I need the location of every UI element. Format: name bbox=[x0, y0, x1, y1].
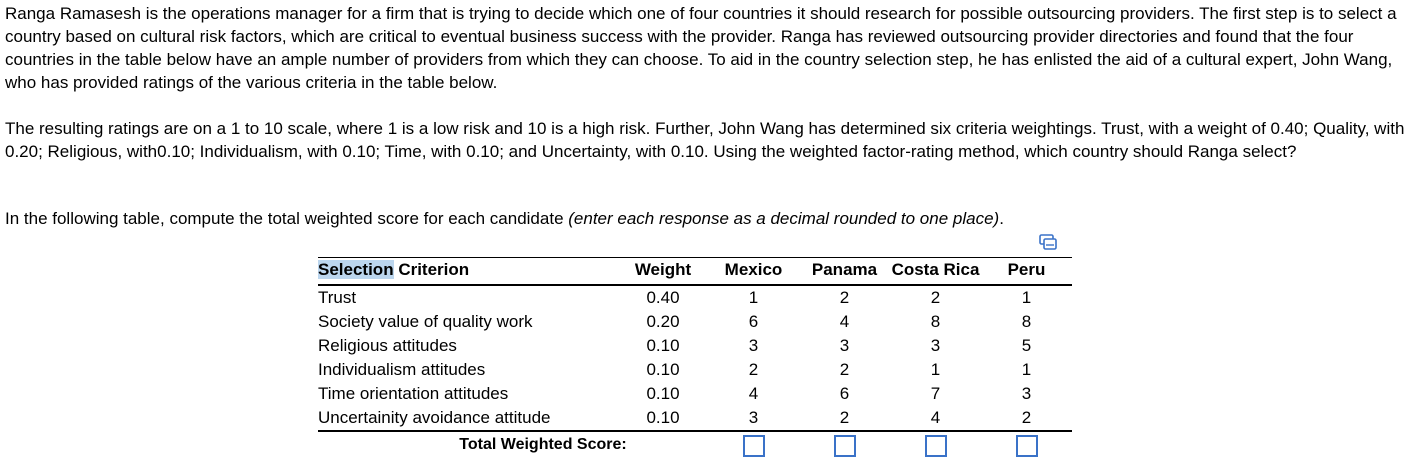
copy-table-icon[interactable] bbox=[1039, 234, 1057, 250]
rating-mexico: 6 bbox=[748, 312, 759, 331]
rating-panama: 2 bbox=[839, 288, 850, 307]
rating-mexico: 3 bbox=[708, 406, 799, 431]
rating-mexico: 1 bbox=[748, 288, 759, 307]
header-country-costa-rica: Costa Rica bbox=[890, 258, 981, 286]
instruction-italic-note: (enter each response as a decimal rounded to one place) bbox=[568, 209, 1000, 228]
criterion-label: Society value of quality work bbox=[318, 312, 533, 331]
total-input-mexico[interactable] bbox=[743, 435, 765, 457]
criterion-label: Religious attitudes bbox=[318, 336, 457, 355]
rating-peru: 8 bbox=[1021, 312, 1032, 331]
ratings-table bbox=[318, 257, 1072, 464]
rating-panama: 2 bbox=[839, 360, 850, 379]
ratings-paragraph: The resulting ratings are on a 1 to 10 scale, where 1 is a low risk and 10 is a high risk. Further, John Wang has determined six criteria weightings. Trust, with a weight of 0.40; Quality, with 0.20; Religious, with0.10; Individualism, with 0.10; Time, with 0.10; and Uncertainty, with 0.10. Using the weighted factor-rating method, which country should Ranga select? bbox=[5, 119, 1405, 161]
instruction-period: . bbox=[999, 209, 1004, 228]
rating-costa-rica: 3 bbox=[930, 336, 941, 355]
header-country-panama: Panama bbox=[799, 258, 890, 286]
total-cell-costa-rica bbox=[890, 431, 981, 464]
total-weighted-score-label: Total Weighted Score: bbox=[459, 436, 627, 453]
header-country-mexico: Mexico bbox=[708, 258, 799, 286]
total-input-costa-rica[interactable] bbox=[925, 435, 947, 457]
table-header-row bbox=[318, 258, 1072, 286]
criterion-label: Uncertainity avoidance attitude bbox=[318, 406, 618, 431]
total-row bbox=[318, 431, 1072, 464]
rating-peru: 1 bbox=[1021, 360, 1032, 379]
table-row bbox=[318, 334, 1072, 358]
criterion-weight: 0.40 bbox=[646, 288, 680, 307]
rating-costa-rica: 4 bbox=[890, 406, 981, 431]
criterion-weight: 0.20 bbox=[646, 312, 680, 331]
total-label-cell bbox=[318, 431, 708, 464]
rating-panama: 2 bbox=[799, 406, 890, 431]
rating-peru: 1 bbox=[1021, 288, 1032, 307]
criterion-label: Individualism attitudes bbox=[318, 360, 486, 379]
instruction-text: In the following table, compute the total weighted score for each candidate bbox=[5, 209, 569, 228]
rating-mexico: 4 bbox=[748, 384, 759, 403]
header-criterion-highlight: Selection bbox=[318, 260, 394, 279]
rating-panama: 6 bbox=[839, 384, 850, 403]
total-cell-panama bbox=[799, 431, 890, 464]
table-row bbox=[318, 358, 1072, 382]
criterion-weight: 0.10 bbox=[646, 336, 680, 355]
rating-panama: 4 bbox=[839, 312, 850, 331]
header-country-peru: Peru bbox=[981, 258, 1072, 286]
header-criterion-rest: Criterion bbox=[393, 260, 470, 279]
rating-peru: 5 bbox=[1021, 336, 1032, 355]
instruction-paragraph bbox=[5, 207, 1405, 230]
rating-mexico: 3 bbox=[748, 336, 759, 355]
rating-peru: 2 bbox=[981, 406, 1072, 431]
rating-panama: 3 bbox=[839, 336, 850, 355]
total-input-peru[interactable] bbox=[1016, 435, 1038, 457]
total-cell-peru bbox=[981, 431, 1072, 464]
table-row bbox=[318, 382, 1072, 406]
table-row bbox=[318, 310, 1072, 334]
rating-costa-rica: 8 bbox=[930, 312, 941, 331]
table-row bbox=[318, 285, 1072, 310]
total-input-panama[interactable] bbox=[834, 435, 856, 457]
intro-paragraph: Ranga Ramasesh is the operations manager for a firm that is trying to decide which one of four countries it should research for possible outsourcing providers. The first step is to select a country based on cultural risk factors, which are critical to eventual business success with the provider. Ranga has reviewed outsourcing provider directories and found that the four countries in the table below have an ample number of providers from which they can choose. To aid in the country selection step, he has enlisted the aid of a cultural expert, John Wang, who has provided ratings of the various criteria in the table below. bbox=[5, 4, 1397, 92]
table-row bbox=[318, 406, 1072, 431]
header-weight: Weight bbox=[618, 258, 708, 286]
criterion-weight: 0.10 bbox=[618, 406, 708, 431]
rating-costa-rica: 7 bbox=[930, 384, 941, 403]
criterion-weight: 0.10 bbox=[646, 384, 680, 403]
total-cell-mexico bbox=[708, 431, 799, 464]
rating-mexico: 2 bbox=[748, 360, 759, 379]
header-criterion bbox=[318, 258, 618, 286]
criterion-label: Time orientation attitudes bbox=[318, 384, 509, 403]
rating-costa-rica: 2 bbox=[930, 288, 941, 307]
criterion-label: Trust bbox=[318, 288, 357, 307]
criterion-weight: 0.10 bbox=[646, 360, 680, 379]
rating-costa-rica: 1 bbox=[930, 360, 941, 379]
rating-peru: 3 bbox=[1021, 384, 1032, 403]
